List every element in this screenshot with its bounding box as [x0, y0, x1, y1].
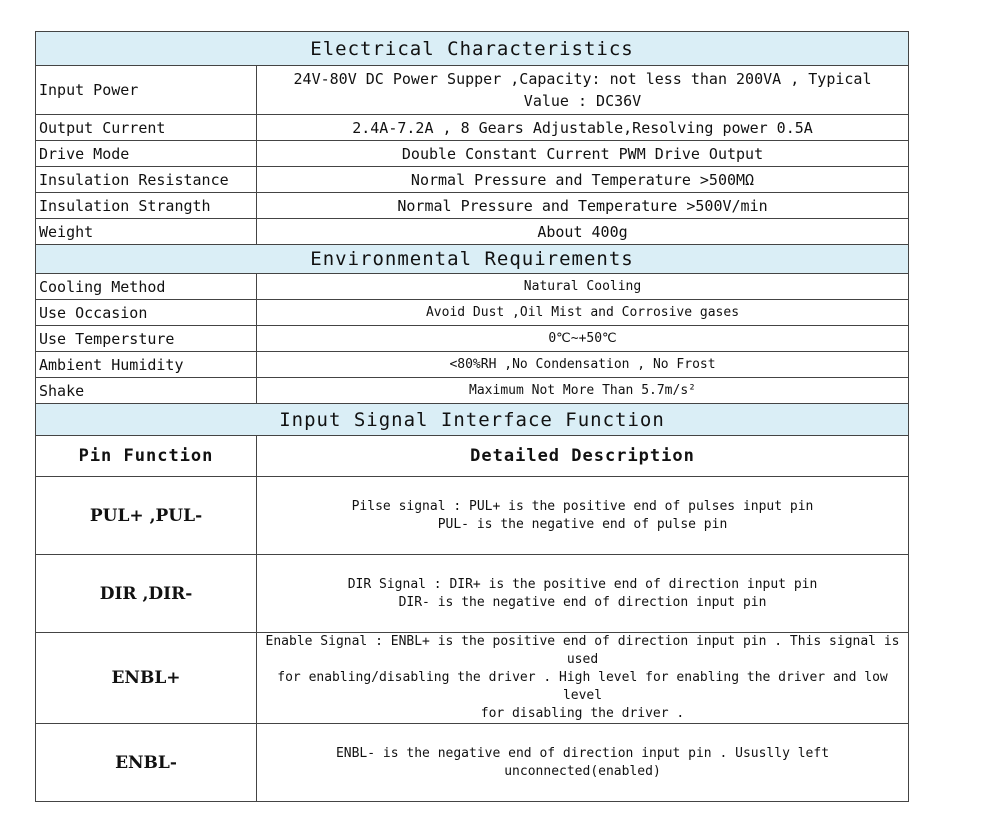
table-row	[36, 115, 909, 141]
row-label: Input Power	[36, 66, 257, 115]
column-header-row	[36, 436, 909, 477]
description-line: DIR- is the negative end of direction input pin	[398, 594, 767, 610]
row-label: Use Occasion	[36, 300, 257, 326]
table-row	[36, 274, 909, 300]
row-label: Use Tempersture	[36, 326, 257, 352]
table-row	[36, 219, 909, 245]
column-header-pin: Pin Function	[36, 436, 257, 477]
row-label: Insulation Resistance	[36, 167, 257, 193]
pin-name: DIR ,DIR-	[36, 555, 257, 633]
pin-description	[257, 724, 909, 802]
section-header-signal	[36, 404, 909, 436]
row-label: Cooling Method	[36, 274, 257, 300]
pin-description	[257, 477, 909, 555]
table-row	[36, 326, 909, 352]
table-row	[36, 352, 909, 378]
row-value: <80%RH ,No Condensation , No Frost	[257, 352, 909, 378]
description-line: for disabling the driver .	[480, 706, 685, 721]
row-label: Shake	[36, 378, 257, 404]
row-label: Ambient Humidity	[36, 352, 257, 378]
row-value	[257, 66, 909, 115]
row-label: Drive Mode	[36, 141, 257, 167]
spec-table	[35, 31, 909, 802]
description-line: DIR Signal : DIR+ is the positive end of direction input pin	[347, 576, 818, 592]
table-row	[36, 378, 909, 404]
section-header-electrical	[36, 32, 909, 66]
pin-name: PUL+ ,PUL-	[36, 477, 257, 555]
section-title: Electrical Characteristics	[36, 32, 909, 66]
row-value: Normal Pressure and Temperature >500MΩ	[257, 167, 909, 193]
description-line: Enable Signal : ENBL+ is the positive end of direction input pin . This signal is used	[265, 634, 900, 667]
row-value-line: 24V-80V DC Power Supper ,Capacity: not less than 200VA , Typical	[293, 70, 872, 88]
row-label: Weight	[36, 219, 257, 245]
table-row	[36, 555, 909, 633]
row-value-line: Value : DC36V	[523, 92, 642, 110]
row-label: Insulation Strangth	[36, 193, 257, 219]
table-row	[36, 66, 909, 115]
description-line: Pilse signal : PUL+ is the positive end of pulses input pin	[351, 498, 814, 514]
description-line: PUL- is the negative end of pulse pin	[437, 516, 728, 532]
pin-name: ENBL-	[36, 724, 257, 802]
row-value: Double Constant Current PWM Drive Output	[257, 141, 909, 167]
table-row	[36, 724, 909, 802]
table-row	[36, 300, 909, 326]
table-row	[36, 193, 909, 219]
column-header-description: Detailed Description	[257, 436, 909, 477]
pin-description	[257, 555, 909, 633]
row-value: 0℃~+50℃	[257, 326, 909, 352]
row-value: Avoid Dust ,Oil Mist and Corrosive gases	[257, 300, 909, 326]
description-line: for enabling/disabling the driver . High level for enabling the driver and low level	[277, 670, 888, 703]
row-label: Output Current	[36, 115, 257, 141]
pin-description	[257, 633, 909, 724]
pin-name: ENBL+	[36, 633, 257, 724]
row-value: Maximum Not More Than 5.7m/s²	[257, 378, 909, 404]
row-value: 2.4A-7.2A , 8 Gears Adjustable,Resolving power 0.5A	[257, 115, 909, 141]
section-title: Environmental Requirements	[36, 245, 909, 274]
table-row	[36, 477, 909, 555]
row-value: About 400g	[257, 219, 909, 245]
table-row	[36, 167, 909, 193]
row-value: Normal Pressure and Temperature >500V/min	[257, 193, 909, 219]
section-header-environmental	[36, 245, 909, 274]
row-value: Natural Cooling	[257, 274, 909, 300]
table-row	[36, 633, 909, 724]
section-title: Input Signal Interface Function	[36, 404, 909, 436]
description-line: ENBL- is the negative end of direction input pin . Ususlly left unconnected(enabled)	[335, 745, 830, 779]
table-row	[36, 141, 909, 167]
